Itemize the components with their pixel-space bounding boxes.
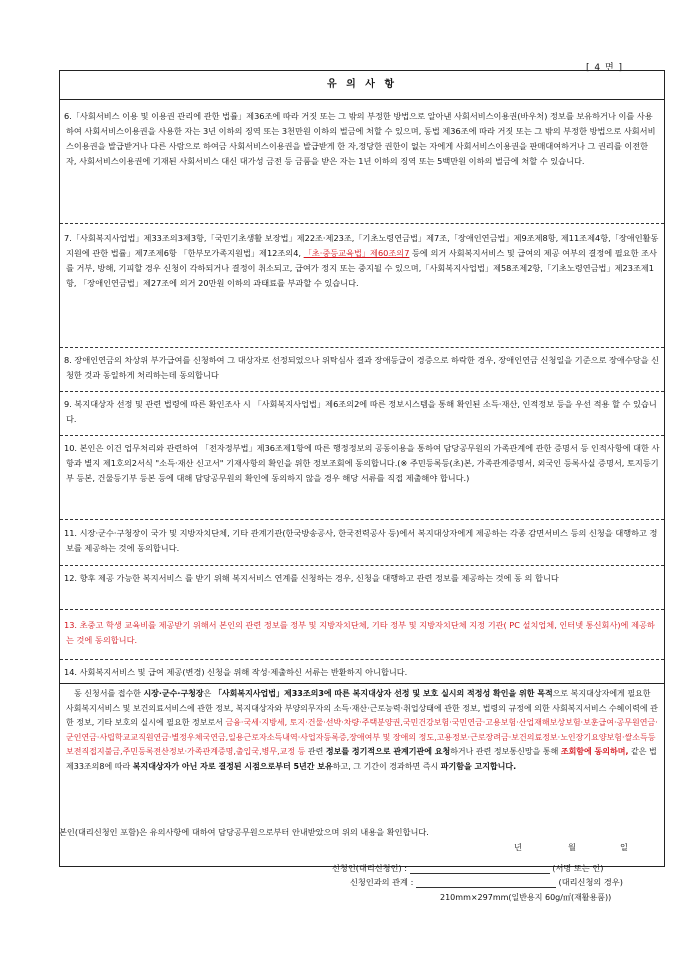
consent-bold-red: 조회함에 동의하며, xyxy=(560,747,629,757)
relation-label: 신청인과의 관계 : xyxy=(350,877,414,887)
divider xyxy=(60,519,664,520)
applicant-row xyxy=(332,863,603,874)
consent-text: 은 xyxy=(203,689,214,698)
date-day-label: 일 xyxy=(620,842,628,852)
relation-note: (대리신청의 경우) xyxy=(558,877,623,887)
notice-item-11: 11. 시장·군수·구청장이 국가 및 지방자치단체, 기타 관계기관(한국방송공사, 한국전력공사 등)에서 복지대상자에게 제공하는 각종 감면서비스 등의 신청을 대행하고 정보를 제공하는 것에 동의합니다. xyxy=(64,528,658,553)
notice-item-8: 8. 장애인연금의 차상위 부가급여를 신청하여 그 대상자로 선정되었으나 위탁심사 결과 장애등급이 경증으로 하락한 경우, 장애인연금 신청일을 기준으로 장애수당을 신청한 것과 동일하게 처리하는데 동의합니다 xyxy=(64,355,660,380)
consent-text: 하거나 관련 정보통신망을 통해 xyxy=(450,747,561,757)
applicant-sign-note: (서명 또는 인) xyxy=(552,863,604,873)
relation-field[interactable] xyxy=(416,877,556,888)
consent-bold: 시장·군수·구청장 xyxy=(143,689,204,698)
relation-row xyxy=(350,877,623,888)
notice-item-7-text-2: 등에 의거 사회복지서비스 및 급여의 제공 여부의 결정에 필요한 조사를 거부, 방해, 기피할 경우 신청이 각하되거나 결정이 취소되고, 급여가 정지 또는 중지될 수 있으며,「사회복지사업법」제58조제2항,「기초노령연금법」제23조제1항, 「장애인연금법」제27조에 의거 20만원 이하의 과태료를 부과할 수 있습니다. xyxy=(66,248,657,288)
divider xyxy=(60,609,664,610)
paper-size-note: 210mm×297mm(일반용지 60g/㎡(재활용품)) xyxy=(440,893,612,902)
consent-bold: 「사회복지사업법」제33조의3에 따른 복지대상자 선정 및 보호 실시의 적정성 확인을 위한 목적 xyxy=(213,689,553,698)
notice-item-10: 10. 본인은 이건 업무처리와 관련하여 「전자정부법」제36조제1항에 따른 행정정보의 공동이용을 통하여 담당공무원의 가족관계에 관한 증명서 등 인적사항에 대한 사항과 별지 제1호의2서식 "소득·재산 신고서" 기재사항의 확인을 위한 정보조회에 동의합니다.(※ 주민등록등(초)본, 가족관계증명서, 외국인 등록사실 증명서, 토지등기부 등본, 건물등기부 등본 등에 대해 담당공무원의 확인에 동의하지 않을 경우 해당 서류를 직접 제출해야 합니다.) xyxy=(64,443,660,483)
page-number: [ 4 면 ] xyxy=(586,63,624,73)
notice-frame xyxy=(59,70,665,867)
notice-item-14: 14. 사회복지서비스 및 급여 제공(변경) 신청을 위해 작성·제출하신 서류는 반환하지 아니합니다. xyxy=(64,667,408,677)
notice-item-9: 9. 복지대상자 선정 및 관련 법령에 따른 확인조사 시 「사회복지사업법」제6조의2에 따른 정보시스템을 통해 확인된 소득·재산, 인적정보 등을 우선 적용 할 수 있습니다. xyxy=(64,399,657,424)
notice-item-13: 13. 초중고 학생 교육비를 제공받기 위해서 본인의 관련 정보를 정부 및 지방자치단체, 기타 정부 및 지방자치단체 지정 기관( PC 설치업체, 인터넷 통신회사)에 제공하는 것에 동의합니다. xyxy=(64,620,655,645)
consent-text: 으로 복지대상자에게 필요한 사회복지서비스 및 보건의료서비스에 관한 정보, 복지대상자와 부양의무자의 소득·재산·근로능력·취업상태에 관한 정보, 법령의 규정에 의한 사회복지서비스 수혜이력에 관한 정보, 기타 보호의 실시에 필요한 정보로서 xyxy=(66,689,658,728)
consent-paragraph xyxy=(66,687,660,775)
consent-text: 같은 법 제33조의8에 따라 xyxy=(66,747,657,771)
notice-item-7 xyxy=(66,231,660,291)
divider xyxy=(60,223,664,224)
consent-text: 관련 xyxy=(305,747,326,757)
applicant-label: 신청인(대리신청인) : xyxy=(332,863,408,873)
consent-text: 동 신청서를 접수한 xyxy=(74,689,144,698)
notice-item-7-highlight: 「초·중등교육법」제60조의7 xyxy=(303,248,410,258)
consent-bold: 정보를 정기적으로 관계기관에 요청 xyxy=(325,747,451,757)
divider xyxy=(60,435,664,436)
date-month-label: 월 xyxy=(568,842,576,852)
date-year-label: 년 xyxy=(514,842,522,852)
consent-text: 하고, 그 기간이 경과하면 즉시 xyxy=(332,761,441,771)
consent-divider xyxy=(60,683,664,684)
divider xyxy=(60,391,664,392)
divider xyxy=(60,565,664,566)
notice-item-12: 12. 향후 제공 가능한 복지서비스 를 받기 위해 복지서비스 연계를 신청하는 경우, 신청을 대행하고 관련 정보를 제공하는 것에 동 의 합니다 xyxy=(64,573,559,583)
consent-bold: 복지대상자가 아닌 자로 결정된 시점으로부터 5년간 보유 xyxy=(132,761,333,771)
applicant-name-field[interactable] xyxy=(410,863,550,874)
notice-item-6: 6.「사회서비스 이용 및 이용권 관리에 관한 법률」제36조에 따라 거짓 또는 그 밖의 부정한 방법으로 알아낸 사회서비스이용권(바우처) 정보를 보유하거나 이를 사용하여 사회서비스이용권을 사용한 자는 3년 이하의 징역 또는 3천만원 이하의 벌금에 처할 수 있으며, 동법 제36조에 따라 거짓 또는 그 밖의 부정한 방법으로 사회서비스이용권을 발급받거나 다른 사람으로 하여금 사회서비스이용권을 발급받게 한 자,정당한 권한이 없는 자에게 사회서비스이용권을 판매대여하거나 그 권리를 이전한 자, 사회서비스이용권에 기재된 사회서비스 대신 대가성 금전 등 금품을 받은 자는 1년 이하의 징역 또는 5백만원 이하의 벌금에 처할 수 있습니다. xyxy=(64,111,656,166)
consent-bold: 파기함을 고지합니다. xyxy=(440,761,517,771)
notice-title: 유 의 사 항 xyxy=(60,71,664,100)
divider xyxy=(60,347,664,348)
consent-red-list: 금융·국세·지방세, 토지·건물·선박·차량·주택분양권,국민건강보험·국민연금·고용보험·산업재해보상보험·보훈급여·공무원연금·군인연금·사립학교교직원연금·별정우체국연금,일용근로자소득내역·사업자등록증,장애여부 및 장애의 정도,고용정보·근로장려금·보건의료정보·노인장기요양보험·쌀소득등보전직접지불금,주민등록전산정보·가족관계증명,출입국,병무,교정 등 xyxy=(66,718,658,757)
divider xyxy=(60,659,664,660)
notice-item-7-text: 7.「사회복지사업법」제33조의3제3항,「국민기초생활 보장법」제22조·제23조,「기초노령연금법」제7조,「장애인연금법」제9조제8항, 제11조제4항,「장애인활동 지원에 관한 법률」제7조제6항 「한부모가족지원법」제12조의4, xyxy=(64,233,659,258)
confirm-statement: 본인(대리신청인 포함)은 유의사항에 대하여 담당공무원으로부터 안내받았으며 위의 내용을 확인합니다. xyxy=(59,827,429,837)
